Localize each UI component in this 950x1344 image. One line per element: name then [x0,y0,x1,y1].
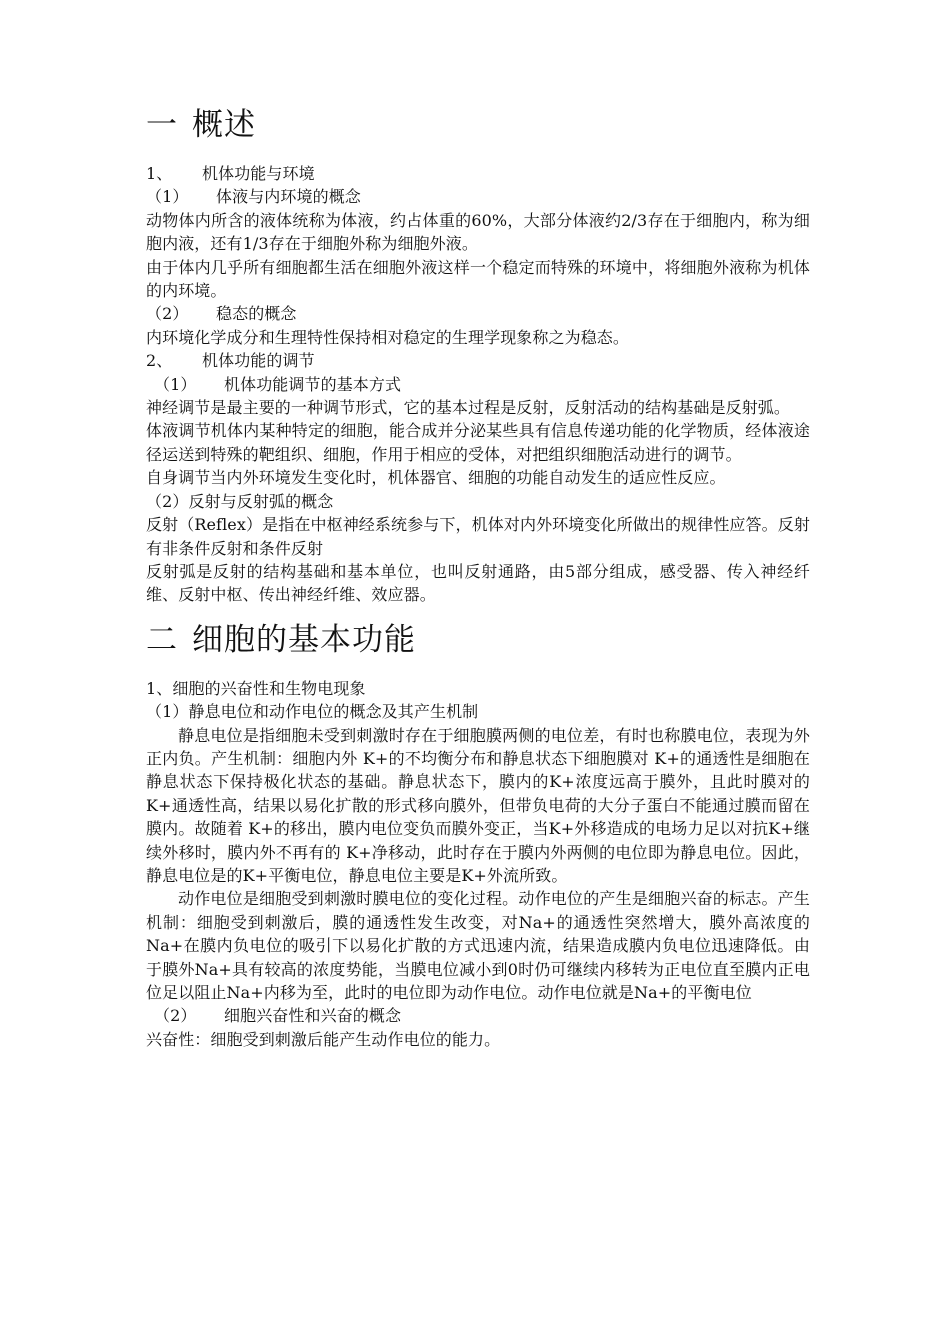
paragraph: 兴奋性：细胞受到刺激后能产生动作电位的能力。 [146,1029,501,1049]
document-body [146,98,810,1051]
list-index: （2） [146,304,189,324]
paragraph: （2）反射与反射弧的概念 [146,491,334,511]
list-index: 1、 [146,164,173,183]
paragraph: 动作电位是细胞受到刺激时膜电位的变化过程。动作电位的产生是细胞兴奋的标志。产生机制：细胞受到刺激后，膜的通透性发生改变，对Na+的通透性突然增大，膜外高浓度的Na+在膜内负电位的吸引下以易化扩散的方式迅速内流，结果造成膜内负电位迅速降低。由于膜外Na+具有较高的浓度势能，当膜电位减小到0时仍可继续内移转为正电位直至膜内正电位足以阻止Na+内移为至，此时的电位即为动作电位。动作电位就是Na+的平衡电位 [146,889,810,1002]
heading-gap [146,152,810,162]
heading-gap [146,667,810,677]
list-heading-text: 机体功能调节的基本方式 [224,374,402,394]
section-heading [146,98,810,152]
section-heading [146,613,810,667]
paragraph: 体液调节机体内某种特定的细胞，能合成并分泌某些具有信息传递功能的化学物质，经体液途径运送到特殊的靶组织、细胞，作用于相应的受体，对把组织细胞活动进行的调节。 [146,421,810,464]
section-title: 细胞的基本功能 [192,621,416,658]
list-heading-text: 细胞兴奋性和兴奋的概念 [224,1006,402,1026]
sub-heading [146,1004,810,1027]
paragraph: 1、细胞的兴奋性和生物电现象 [146,678,366,698]
list-heading-text: 机体功能与环境 [202,164,315,183]
sub-heading [146,373,810,396]
paragraph: 自身调节当内外环境发生变化时，机体器官、细胞的功能自动发生的适应性反应。 [146,468,726,488]
paragraph: 反射弧是反射的结构基础和基本单位，也叫反射通路，由5部分组成，感受器、传入神经纤维、反射中枢、传出神经纤维、效应器。 [146,561,810,605]
paragraph: 内环境化学成分和生理特性保持相对稳定的生理学现象称之为稳态。 [146,327,630,347]
list-index: 2、 [146,351,173,371]
list-heading-text: 稳态的概念 [216,304,297,324]
section-number: 二 [146,621,178,658]
list-heading [146,349,810,372]
list-index: （2） [154,1006,197,1026]
sub-heading [146,185,810,208]
sub-heading [146,302,810,325]
paragraph: 由于体内几乎所有细胞都生活在细胞外液这样一个稳定而特殊的环境中，将细胞外液称为机体的内环境。 [146,257,810,301]
list-index: （1） [154,374,197,394]
section-title: 概述 [192,107,256,143]
list-index: （1） [146,187,189,207]
paragraph: 静息电位是指细胞未受到刺激时存在于细胞膜两侧的电位差，有时也称膜电位，表现为外正内负。产生机制：细胞内外 K+的不均衡分布和静息状态下细胞膜对 K+的通透性是细胞在静息状态下保持极化状态的基础。静息状态下，膜内的K+浓度远高于膜外，且此时膜对的K+通透性高，结果以易化扩散的形式移向膜外，但带负电荷的大分子蛋白不能通过膜而留在膜内。故随着 K+的移出，膜内电位变负而膜外变正，当K+外移造成的电场力足以对抗K+继续外移时，膜内外不再有的 K+净移动，此时存在于膜内外两侧的电位即为静息电位。因此，静息电位是的K+平衡电位，静息电位主要是K+外流所致。 [146,725,810,885]
list-heading [146,162,810,185]
paragraph: （1）静息电位和动作电位的概念及其产生机制 [146,702,479,722]
list-heading-text: 机体功能的调节 [202,351,315,371]
list-heading-text: 体液与内环境的概念 [216,187,361,207]
paragraph: 反射（Reflex）是指在中枢神经系统参与下，机体对内外环境变化所做出的规律性应答。反射有非条件反射和条件反射 [146,515,810,558]
paragraph: 动物体内所含的液体统称为体液，约占体重的60%，大部分体液约2/3存在于细胞内，称为细胞内液，还有1/3存在于细胞外称为细胞外液。 [146,210,810,254]
section-number: 一 [146,107,178,143]
paragraph: 神经调节是最主要的一种调节形式，它的基本过程是反射，反射活动的结构基础是反射弧。 [146,398,791,418]
